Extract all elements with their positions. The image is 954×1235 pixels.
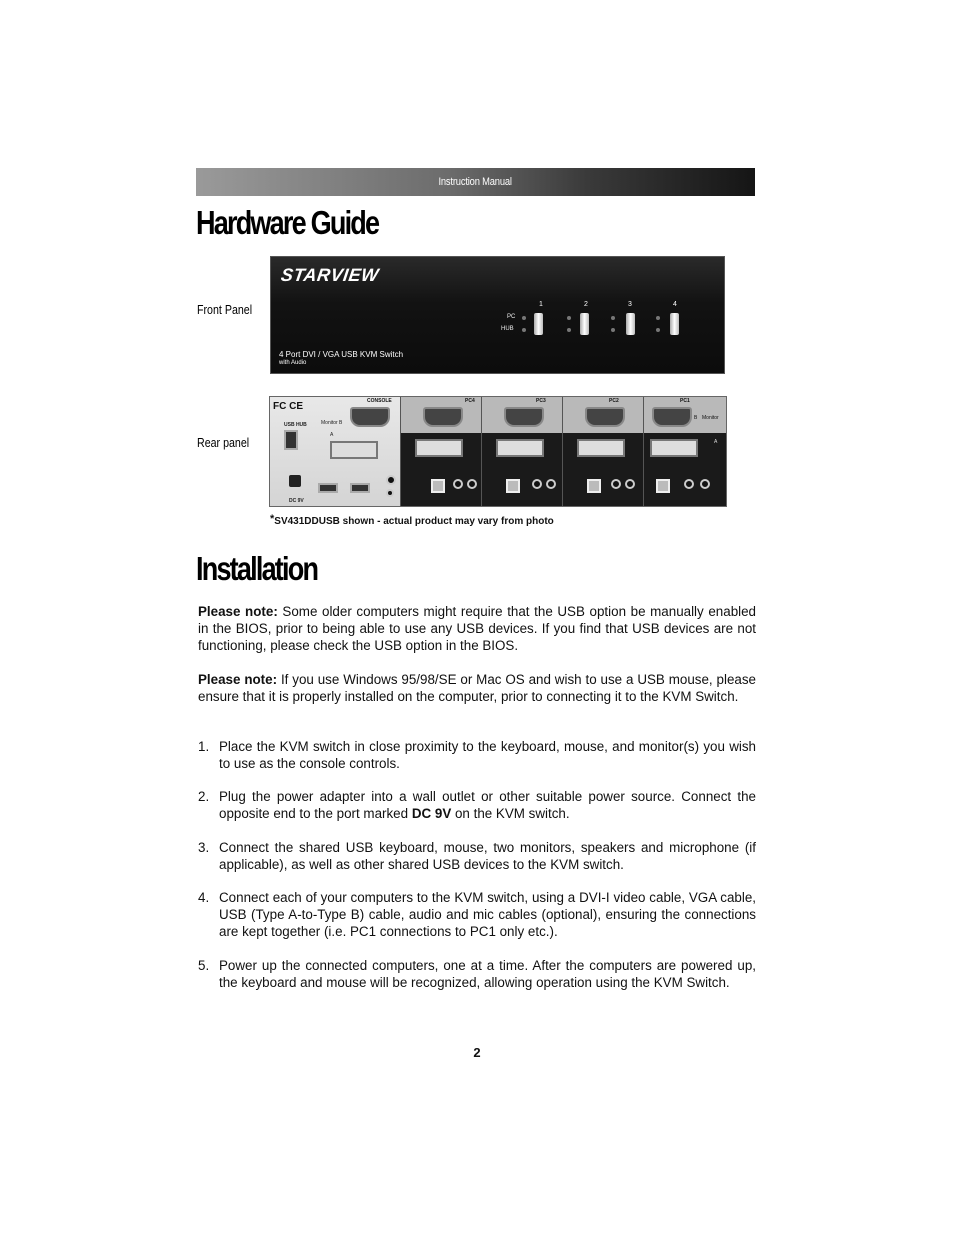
- step-number: 1.: [198, 739, 210, 754]
- pc3-port-group: [481, 397, 562, 507]
- hub-led: [522, 328, 526, 332]
- step-number: 2.: [198, 789, 210, 804]
- pc4-usb-port: [431, 479, 445, 493]
- port-select-button: [534, 313, 543, 335]
- pc2-dvi-port: [577, 439, 625, 457]
- usb-hub-port: [284, 430, 298, 450]
- note-1-label: Please note:: [198, 604, 278, 619]
- caption-text: SV431DDUSB shown - actual product may vary from photo: [274, 516, 554, 527]
- step-5: [198, 957, 756, 991]
- step-2-bold: DC 9V: [411, 806, 452, 821]
- pc-led: [567, 316, 571, 320]
- hardware-guide-title: Hardware Guide: [196, 204, 379, 241]
- pc4-port-group: [400, 397, 481, 507]
- hub-led: [611, 328, 615, 332]
- pc1-usb-port: [656, 479, 670, 493]
- pc1-b-label: B: [694, 415, 698, 421]
- mic-jack: [386, 489, 394, 497]
- pc2-usb-port: [587, 479, 601, 493]
- hub-led: [567, 328, 571, 332]
- step-text: Connect each of your computers to the KVM switch, using a DVI-I video cable, VGA cable, USB (Type A-to-Type B) cable, audio and mic cables (optional), ensuring the connections are kept together (i.e. PC1 connections to PC1 only etc.).: [219, 890, 756, 939]
- console-vga-port: [350, 407, 390, 427]
- front-panel-image: [270, 256, 725, 374]
- step-text: [198, 788, 756, 822]
- console-usb-port: [350, 483, 370, 493]
- step-2-text-after: on the KVM switch.: [451, 806, 570, 821]
- step-number: 3.: [198, 840, 210, 855]
- installation-title: Installation: [196, 550, 318, 587]
- note-paragraph-2: [198, 671, 756, 705]
- pc1-port-group: [643, 397, 727, 507]
- header-bar: [196, 168, 755, 196]
- rear-panel-label: Rear panel: [197, 435, 250, 450]
- step-2-text-before: Plug the power adapter into a wall outlet or other suitable power source. Connect the opposite end to the port marked: [219, 789, 756, 821]
- step-4: [198, 889, 756, 940]
- port-number: 4: [673, 301, 677, 308]
- pc4-mic-jack: [467, 479, 477, 489]
- pc2-label: PC2: [609, 398, 619, 404]
- port-number: 1: [539, 301, 543, 308]
- model-text: [279, 350, 403, 368]
- pc1-label: PC1: [680, 398, 690, 404]
- dc-label: DC 9V: [289, 498, 304, 504]
- pc3-label: PC3: [536, 398, 546, 404]
- pc1-dvi-port: [650, 439, 698, 457]
- pc4-audio-jack: [453, 479, 463, 489]
- pc2-port-group: [562, 397, 643, 507]
- pc3-usb-port: [506, 479, 520, 493]
- hub-led: [656, 328, 660, 332]
- pc1-mic-jack: [700, 479, 710, 489]
- note-paragraph-1: [198, 603, 756, 654]
- pc4-vga-port: [423, 407, 463, 427]
- usb-hub-label: USB HUB: [284, 422, 307, 428]
- pc2-vga-port: [585, 407, 625, 427]
- pc3-vga-port: [504, 407, 544, 427]
- note-1-text: Some older computers might require that the USB option be manually enabled in the BIOS, prior to being able to use any USB devices. If you find that USB devices are not functioning, please check the USB option in the BIOS.: [198, 604, 757, 653]
- note-2-label: Please note:: [198, 672, 278, 687]
- step-number: 4.: [198, 890, 210, 905]
- step-text: Connect the shared USB keyboard, mouse, two monitors, speakers and microphone (if applicable), as well as other shared USB devices to the KVM switch.: [219, 840, 756, 872]
- note-2-text: If you use Windows 95/98/SE or Mac OS and wish to use a USB mouse, please ensure that it is properly installed on the computer, prior to connecting it to the KVM Switch.: [198, 672, 756, 704]
- port-select-button: [670, 313, 679, 335]
- port-select-button: [580, 313, 589, 335]
- pc3-dvi-port: [496, 439, 544, 457]
- pc1-monitor-label: Monitor: [702, 415, 719, 421]
- monitor-b-label: Monitor B: [321, 420, 343, 426]
- port-number: 3: [628, 301, 632, 308]
- monitor-a-label: A: [330, 432, 334, 438]
- rear-console-section: [270, 397, 400, 507]
- pc1-a-label: A: [714, 439, 718, 445]
- fcc-ce-mark-icon: FC CE: [273, 401, 303, 412]
- pc-led: [656, 316, 660, 320]
- port-number: 2: [584, 301, 588, 308]
- pc4-label: PC4: [465, 398, 475, 404]
- front-panel-label: Front Panel: [197, 302, 253, 317]
- page-number: 2: [473, 1045, 481, 1060]
- console-dvi-port: [330, 441, 378, 459]
- step-3: [198, 839, 756, 873]
- step-number: 5.: [198, 958, 210, 973]
- caption-asterisk: *: [270, 513, 275, 525]
- pc1-vga-port: [652, 407, 692, 427]
- step-2: [198, 788, 756, 822]
- pc1-audio-jack: [684, 479, 694, 489]
- rear-panel-image: [269, 396, 727, 507]
- port-select-button: [626, 313, 635, 335]
- speaker-jack: [386, 475, 396, 485]
- pc4-dvi-port: [415, 439, 463, 457]
- pc-led: [522, 316, 526, 320]
- pc-led-label: PC: [507, 314, 516, 320]
- console-label: CONSOLE: [367, 398, 392, 404]
- pc3-mic-jack: [546, 479, 556, 489]
- image-caption: [270, 513, 554, 527]
- brand-logo: STARVIEW: [279, 265, 381, 285]
- model-line-2: with Audio: [279, 360, 307, 366]
- pc2-audio-jack: [611, 479, 621, 489]
- pc2-mic-jack: [625, 479, 635, 489]
- pc3-audio-jack: [532, 479, 542, 489]
- hub-led-label: HUB: [501, 326, 514, 332]
- step-text: Power up the connected computers, one at a time. After the computers are powered up, the keyboard and mouse will be recognized, allowing operation using the KVM Switch.: [219, 958, 756, 990]
- header-title: Instruction Manual: [438, 176, 513, 188]
- model-line-1: 4 Port DVI / VGA USB KVM Switch: [279, 350, 404, 359]
- console-usb-port: [318, 483, 338, 493]
- step-1: [198, 738, 756, 772]
- step-text: Place the KVM switch in close proximity to the keyboard, mouse, and monitor(s) you wish to use as the console controls.: [219, 739, 756, 771]
- pc-led: [611, 316, 615, 320]
- dc-power-jack: [289, 475, 301, 487]
